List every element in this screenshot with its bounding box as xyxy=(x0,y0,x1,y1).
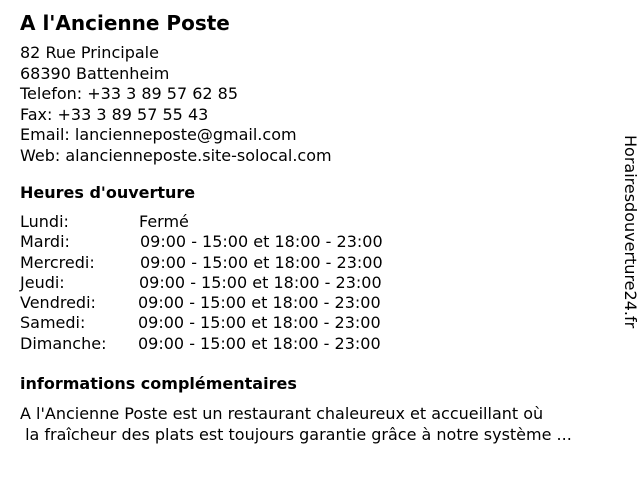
day-label: Jeudi: xyxy=(20,272,65,292)
website: Web: alancienneposte.site-solocal.com xyxy=(20,145,332,165)
contact-block xyxy=(20,43,332,166)
day-label: Mercredi: xyxy=(20,252,95,272)
day-label: Mardi: xyxy=(20,232,70,252)
day-label: Vendredi: xyxy=(20,293,96,313)
business-name: A l'Ancienne Poste xyxy=(20,11,230,35)
day-label: Dimanche: xyxy=(20,333,107,353)
time-value: 09:00 - 15:00 et 18:00 - 23:00 xyxy=(140,232,383,252)
info-line: A l'Ancienne Poste est un restaurant chaleureux et accueillant où xyxy=(20,404,544,423)
info-description xyxy=(20,403,572,445)
address-street: 82 Rue Principale xyxy=(20,43,159,62)
time-value: 09:00 - 15:00 et 18:00 - 23:00 xyxy=(139,272,382,292)
email-address: Email: lancienneposte@gmail.com xyxy=(20,125,297,144)
hours-heading: Heures d'ouverture xyxy=(20,183,196,202)
phone-number: Telefon: +33 3 89 57 62 85 xyxy=(20,84,239,103)
time-value: 09:00 - 15:00 et 18:00 - 23:00 xyxy=(138,293,381,313)
day-label: Lundi: xyxy=(20,212,69,231)
day-label: Samedi: xyxy=(20,313,86,333)
time-value: 09:00 - 15:00 et 18:00 - 23:00 xyxy=(138,333,381,353)
time-value: Fermé xyxy=(139,212,189,231)
time-value: 09:00 - 15:00 et 18:00 - 23:00 xyxy=(140,252,383,272)
site-watermark: Horairesdouverture24.fr xyxy=(621,135,640,329)
time-value: 09:00 - 15:00 et 18:00 - 23:00 xyxy=(138,313,381,333)
address-city: 68390 Battenheim xyxy=(20,63,170,83)
fax-number: Fax: +33 3 89 57 55 43 xyxy=(20,104,209,124)
info-line: la fraîcheur des plats est toujours garantie grâce à notre système ... xyxy=(20,425,572,444)
info-heading: informations complémentaires xyxy=(20,374,297,393)
